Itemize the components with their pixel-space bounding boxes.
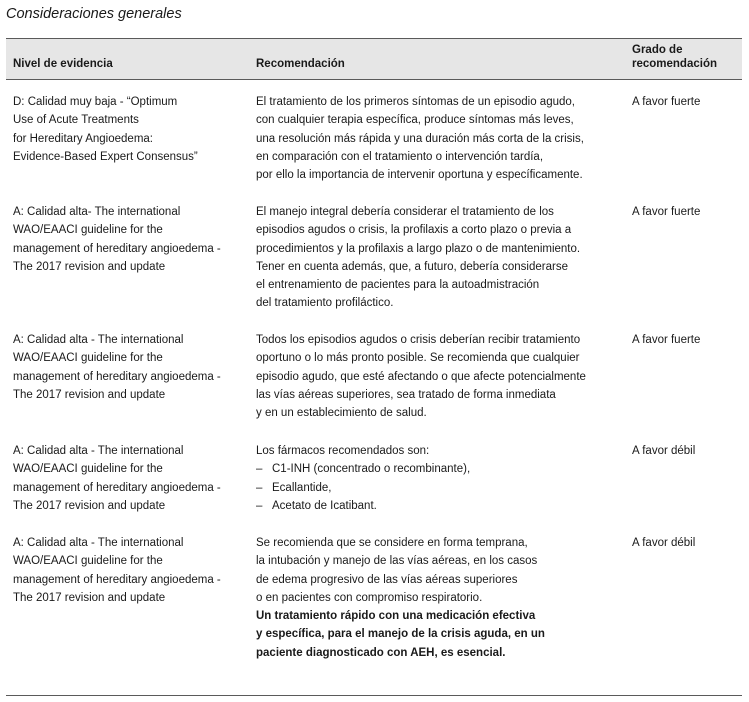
evidence-line: management of hereditary angioedema - <box>13 370 221 383</box>
bullet-marker: – <box>256 499 263 512</box>
recommendation-line: o en pacientes con compromiso respiratorio. <box>256 591 483 604</box>
recommendation-line: y en un establecimiento de salud. <box>256 407 427 420</box>
table-bottom-rule <box>6 695 742 696</box>
evidence-line: management of hereditary angioedema - <box>13 481 221 494</box>
evidence-line: The 2017 revision and update <box>13 388 166 401</box>
table-header <box>6 38 742 80</box>
recommendation-emphasis: paciente diagnosticado con AEH, es esencial. <box>256 646 506 659</box>
recommendation-cell <box>256 93 626 184</box>
evidence-line: Evidence-Based Expert Consensus” <box>13 150 198 163</box>
evidence-line: A: Calidad alta - The international <box>13 334 184 346</box>
header-grade-line-1: Grado de <box>632 44 683 56</box>
header-recommendation: Recomendación <box>256 58 345 70</box>
bullet-text: C1-INH (concentrado o recombinante), <box>272 463 471 476</box>
evidence-line: WAO/EAACI guideline for the <box>13 555 163 568</box>
evidence-cell <box>13 93 248 166</box>
recommendation-cell <box>256 203 626 313</box>
grade-cell: A favor débil <box>632 537 696 549</box>
bullet-marker: – <box>256 481 263 494</box>
bullet-text: Ecallantide, <box>272 481 332 494</box>
grade-cell: A favor fuerte <box>632 96 701 108</box>
grade-cell: A favor fuerte <box>632 334 701 346</box>
evidence-line: WAO/EAACI guideline for the <box>13 224 163 237</box>
recommendations-table <box>6 38 742 659</box>
bullet-marker: – <box>256 463 263 476</box>
grade-cell: A favor fuerte <box>632 206 701 218</box>
evidence-line: for Hereditary Angioedema: <box>13 132 153 145</box>
recommendation-bullet <box>256 460 626 478</box>
recommendation-emphasis: y específica, para el manejo de la crisis aguda, en un <box>256 628 545 641</box>
evidence-line: WAO/EAACI guideline for the <box>13 352 163 365</box>
recommendation-line: con cualquier terapia específica, produce síntomas más leves, <box>256 114 574 127</box>
recommendation-line: en comparación con el tratamiento o intervención tardía, <box>256 150 544 163</box>
recommendation-line: episodio agudo, que esté afectando o que afecte potencialmente <box>256 370 586 383</box>
recommendation-line: las vías aéreas superiores, sea tratado de forma inmediata <box>256 388 556 401</box>
recommendation-intro: Los fármacos recomendados son: <box>256 445 430 457</box>
section-title: Consideraciones generales <box>6 6 182 22</box>
grade-cell: A favor débil <box>632 445 696 457</box>
recommendation-line: de edema progresivo de las vías aéreas superiores <box>256 573 518 586</box>
recommendation-emphasis: Un tratamiento rápido con una medicación efectiva <box>256 610 536 623</box>
evidence-line: management of hereditary angioedema - <box>13 242 221 255</box>
evidence-line: The 2017 revision and update <box>13 499 166 512</box>
evidence-line: A: Calidad alta- The international <box>13 206 181 218</box>
evidence-cell <box>13 203 248 276</box>
recommendation-line: oportuno o lo más pronto posible. Se recomienda que cualquier <box>256 352 580 365</box>
evidence-cell <box>13 331 248 404</box>
header-grade <box>632 43 717 71</box>
recommendation-cell <box>256 534 626 662</box>
recommendation-line: Todos los episodios agudos o crisis deberían recibir tratamiento <box>256 334 581 346</box>
recommendation-line: por ello la importancia de intervenir oportuna y específicamente. <box>256 169 583 182</box>
evidence-line: A: Calidad alta - The international <box>13 537 184 549</box>
recommendation-line: procedimientos y la profilaxis a largo plazo o de mantenimiento. <box>256 242 581 255</box>
evidence-line: A: Calidad alta - The international <box>13 445 184 457</box>
evidence-line: D: Calidad muy baja - “Optimum <box>13 96 178 108</box>
evidence-line: management of hereditary angioedema - <box>13 573 221 586</box>
recommendation-line: Tener en cuenta además, que, a futuro, debería considerarse <box>256 260 568 273</box>
recommendation-line: episodios agudos o crisis, la profilaxis a corto plazo o previa a <box>256 224 572 237</box>
evidence-line: The 2017 revision and update <box>13 260 166 273</box>
recommendation-line: el entrenamiento de pacientes para la autoadmistración <box>256 279 540 292</box>
recommendation-line: una resolución más rápida y una duración más corta de la crisis, <box>256 132 584 145</box>
recommendation-bullet <box>256 497 626 515</box>
recommendation-line: El tratamiento de los primeros síntomas de un episodio agudo, <box>256 96 575 108</box>
evidence-cell <box>13 534 248 607</box>
header-evidence: Nivel de evidencia <box>13 58 113 70</box>
recommendation-line: del tratamiento profiláctico. <box>256 297 394 310</box>
bullet-text: Acetato de Icatibant. <box>272 499 377 512</box>
recommendation-line: El manejo integral debería considerar el tratamiento de los <box>256 206 554 218</box>
recommendation-bullet <box>256 479 626 497</box>
recommendation-cell <box>256 442 626 515</box>
recommendation-line: Se recomienda que se considere en forma temprana, <box>256 537 528 549</box>
header-grade-line-2: recomendación <box>632 58 717 70</box>
evidence-line: Use of Acute Treatments <box>13 114 139 127</box>
evidence-cell <box>13 442 248 515</box>
recommendation-line: la intubación y manejo de las vías aéreas, en los casos <box>256 555 538 568</box>
evidence-line: The 2017 revision and update <box>13 591 166 604</box>
recommendation-cell <box>256 331 626 422</box>
evidence-line: WAO/EAACI guideline for the <box>13 463 163 476</box>
